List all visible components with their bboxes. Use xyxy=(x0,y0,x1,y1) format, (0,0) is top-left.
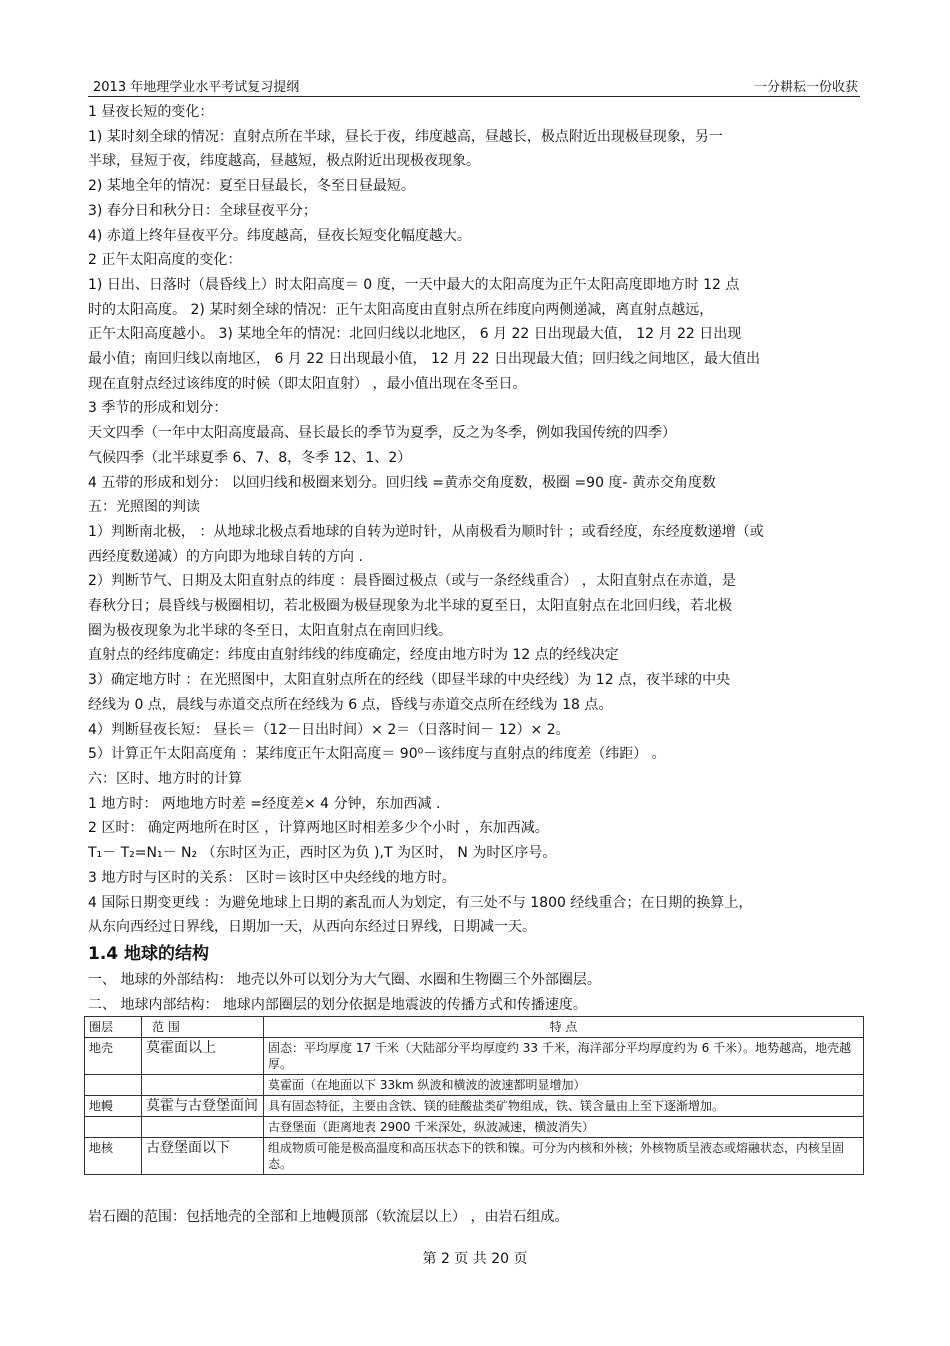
text-line: 1）判断南北极， ：从地球北极点看地球的自转为逆时针，从南极看为顺时针 ；或看经度，东经度数递增（或 xyxy=(88,523,764,540)
page-number: 第 2 页 共 20 页 xyxy=(422,1251,528,1267)
table-cell xyxy=(85,1117,142,1138)
table-cell xyxy=(142,1117,264,1138)
table-cell xyxy=(85,1075,142,1096)
table-cell: 地核 xyxy=(85,1138,142,1175)
table-cell: 地幔 xyxy=(85,1096,142,1117)
text-line: 五：光照图的判读 xyxy=(88,499,200,516)
table-cell: 地壳 xyxy=(85,1038,142,1075)
table-header-cell: 范 围 xyxy=(142,1017,264,1038)
text-line: 直射点的经纬度确定：纬度由直射纬线的纬度确定，经度由地方时为 12 点的经线决定 xyxy=(88,647,619,664)
text-line: 从东向西经过日界线，日期加一天，从西向东经过日界线，日期减一天。 xyxy=(88,919,536,936)
text-line: 气候四季（北半球夏季 6、7、8，冬季 12、1、2） xyxy=(88,449,412,466)
header-title: 2013 年地理学业水平考试复习提纲 xyxy=(93,80,300,95)
text-line: 时的太阳高度。 2) 某时刻全球的情况：正午太阳高度由直射点所在纬度向两侧递减，离直射点越远， xyxy=(88,301,714,318)
text-line: 4 国际日期变更线 ：为避免地球上日期的紊乱而人为划定，有三处不与 1800 经线重合；在日期的换算上， xyxy=(88,894,753,911)
text-line: 4）判断昼夜长短： 昼长＝（12－日出时间）× 2＝（日落时间－ 12）× 2。 xyxy=(88,721,570,738)
text-line: 5）计算正午太阳高度角 ：某纬度正午太阳高度＝ 90⁰－该纬度与直射点的纬度差（纬距） 。 xyxy=(88,746,666,763)
text-line: 一、 地球的外部结构： 地壳以外可以划分为大气圈、水圈和生物圈三个外部圈层。 xyxy=(88,971,601,988)
text-line: 天文四季（一年中太阳高度最高、昼长最长的季节为夏季，反之为冬季，例如我国传统的四季） xyxy=(88,425,676,442)
text-line: 3 季节的形成和划分： xyxy=(88,400,228,417)
text-line: 3 地方时与区时的关系： 区时＝该时区中央经线的地方时。 xyxy=(88,869,456,886)
table-header-row xyxy=(85,1017,864,1038)
table-cell: 莫霍与古登堡面间 xyxy=(142,1096,264,1117)
table-cell: 具有固态特征，主要由含铁、镁的硅酸盐类矿物组成，铁、镁含量由上至下逐渐增加。 xyxy=(264,1096,864,1117)
text-line: 最小值；南回归线以南地区， 6 月 22 日出现最小值， 12 月 22 日出现最大值；回归线之间地区，最大值出 xyxy=(88,351,760,368)
table-cell: 莫霍面以上 xyxy=(142,1038,264,1075)
text-line: T₁－ T₂=N₁－ N₂ （东时区为正，西时区为负 ),T 为区时， N 为时区序号。 xyxy=(88,845,557,862)
section-heading: 1.4 地球的结构 xyxy=(88,943,210,964)
text-line: 1) 某时刻全球的情况：直射点所在半球，昼长于夜，纬度越高，昼越长，极点附近出现极昼现象，另一 xyxy=(88,128,723,145)
table-cell: 古登堡面（距离地表 2900 千米深处，纵波减速，横波消失） xyxy=(264,1117,864,1138)
text-line: 3）确定地方时 ：在光照图中，太阳直射点所在的经线（即昼半球的中央经线）为 12 点，夜半球的中央 xyxy=(88,672,731,689)
text-line: 正午太阳高度越小。 3) 某地全年的情况：北回归线以北地区， 6 月 22 日出现最大值， 12 月 22 日出现 xyxy=(88,326,742,343)
text-line: 二、 地球内部结构： 地球内部圈层的划分依据是地震波的传播方式和传播速度。 xyxy=(88,996,587,1013)
table-row xyxy=(85,1075,864,1096)
text-line: 现在直射点经过该纬度的时候（即太阳直射） ，最小值出现在冬至日。 xyxy=(88,375,527,392)
text-line: 六：区时、地方时的计算 xyxy=(88,770,242,787)
text-line: 春秋分日；晨昏线与极圈相切，若北极圈为极昼现象为北半球的夏至日，太阳直射点在北回归线，若北极 xyxy=(88,598,732,615)
text-line: 1 昼夜长短的变化： xyxy=(88,104,214,120)
table-cell: 莫霍面（在地面以下 33km 纵波和横波的波速都明显增加） xyxy=(264,1075,864,1096)
header-motto: 一分耕耘一份收获 xyxy=(753,80,858,95)
table-cell: 组成物质可能是极高温度和高压状态下的铁和镍。可分为内核和外核；外核物质呈液态或熔融状态，内核呈固态。 xyxy=(264,1138,864,1175)
text-line: 2 区时： 确定两地所在时区 ，计算两地区时相差多少个小时 ，东加西减。 xyxy=(88,820,549,837)
text-line: 圈为极夜现象为北半球的冬至日，太阳直射点在南回归线。 xyxy=(88,622,452,639)
table-cell xyxy=(142,1075,264,1096)
text-line: 4 五带的形成和划分： 以回归线和极圈来划分。回归线 =黄赤交角度数，极圈 =90 度- 黄赤交角度数 xyxy=(88,474,716,491)
table-row xyxy=(85,1117,864,1138)
text-line: 经线为 0 点，晨线与赤道交点所在经线为 6 点，昏线与赤道交点所在经线为 18 点。 xyxy=(88,696,613,713)
earth-structure-table xyxy=(84,1016,864,1175)
text-line: 2) 某地全年的情况：夏至日昼最长，冬至日昼最短。 xyxy=(88,178,415,195)
text-line: 3) 春分日和秋分日：全球昼夜平分； xyxy=(88,202,317,219)
text-line: 西经度数递减）的方向即为地球自转的方向 . xyxy=(88,548,363,565)
text-line: 半球，昼短于夜，纬度越高，昼越短，极点附近出现极夜现象。 xyxy=(88,153,480,170)
table-row xyxy=(85,1138,864,1175)
header-rule xyxy=(88,96,860,97)
table-header-cell: 圈层 xyxy=(85,1017,142,1038)
table-header-cell: 特 点 xyxy=(264,1017,864,1038)
table-row xyxy=(85,1096,864,1117)
table-cell: 古登堡面以下 xyxy=(142,1138,264,1175)
lithosphere-note: 岩石圈的范围：包括地壳的全部和上地幔顶部（软流层以上） ，由岩石组成。 xyxy=(88,1209,569,1225)
text-line: 1 地方时： 两地地方时差 =经度差× 4 分钟，东加西减 . xyxy=(88,795,441,812)
table-cell: 固态：平均厚度 17 千米（大陆部分平均厚度约 33 千米，海洋部分平均厚度约为 6 千米）。地势越高，地壳越厚。 xyxy=(264,1038,864,1075)
text-line: 4) 赤道上终年昼夜平分。纬度越高，昼夜长短变化幅度越大。 xyxy=(88,227,471,244)
table-row xyxy=(85,1038,864,1075)
document-body xyxy=(88,100,862,1017)
text-line: 2）判断节气、日期及太阳直射点的纬度 ：晨昏圈过极点（或与一条经线重合） ，太阳直射点在赤道，是 xyxy=(88,573,736,590)
text-line: 1) 日出、日落时（晨昏线上）时太阳高度＝ 0 度，一天中最大的太阳高度为正午太阳高度即地方时 12 点 xyxy=(88,276,740,293)
text-line: 2 正午太阳高度的变化： xyxy=(88,252,242,269)
